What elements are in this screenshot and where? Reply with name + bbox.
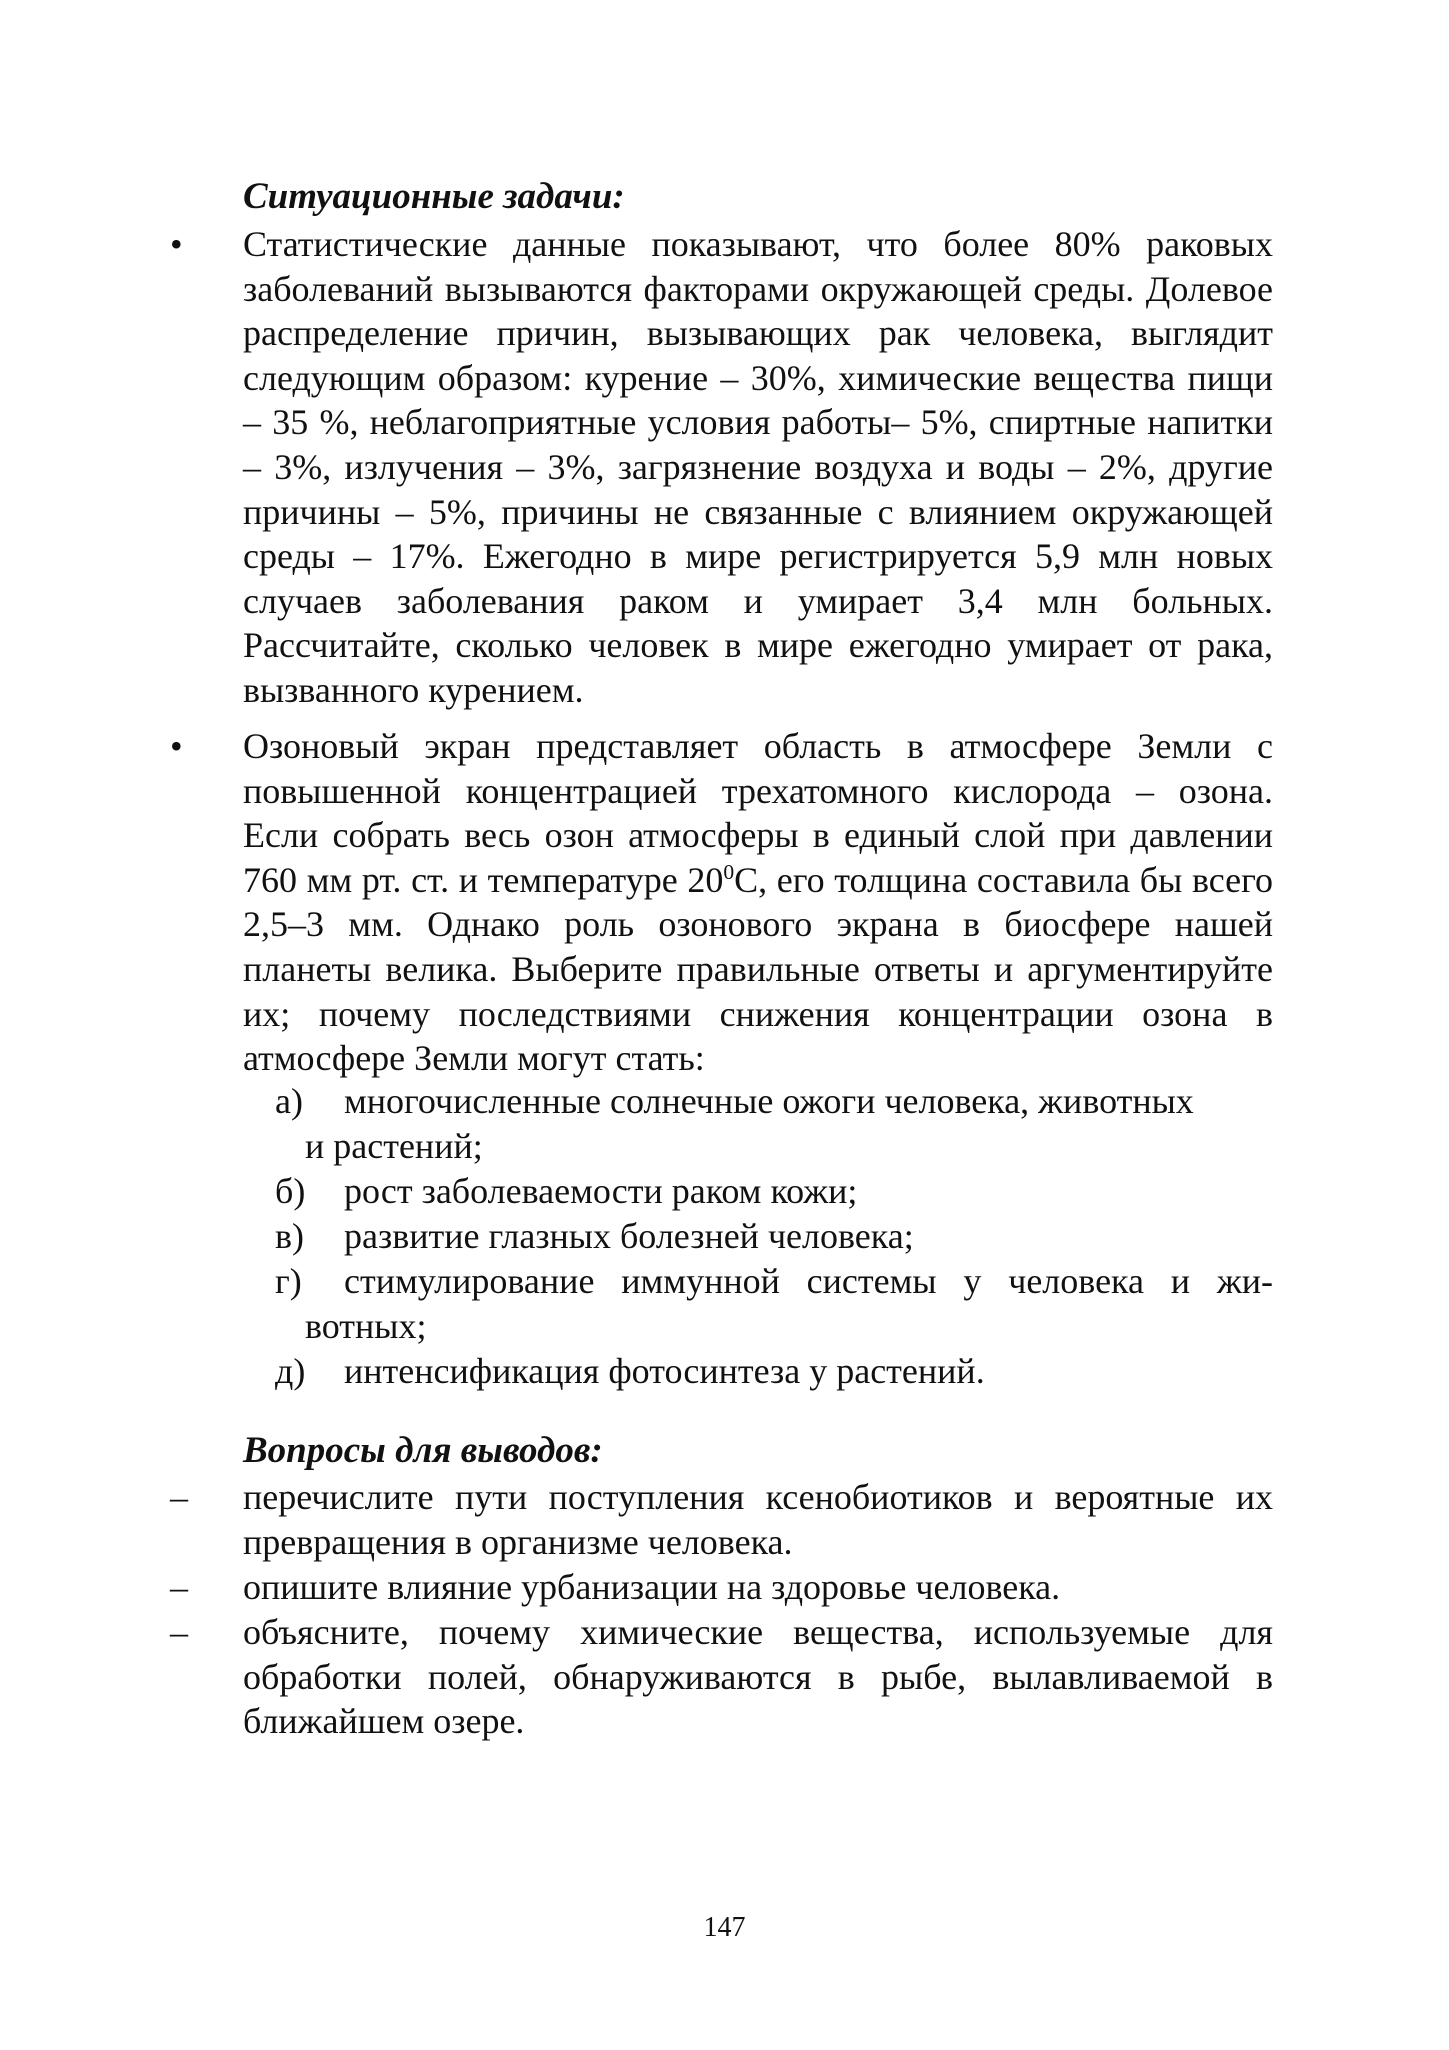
task-ozone-screen (243, 724, 1273, 1081)
option-text: развитие глазных болезней человека; (344, 1216, 914, 1256)
option-text: стимулирование иммунной системы у человека и жи- (344, 1261, 1273, 1301)
task-ozone-text-part2: С, его толщина составила бы всего 2,5–3 мм. Однако роль озонового экрана в биосфере нашей планеты велика. Выберите правильные ответы и аргументируйте их; почему последствиями снижения концентрации озона в атмосфере Земли могут стать: (243, 859, 1273, 1079)
option-letter: д) (275, 1351, 306, 1391)
dash-marker: – (170, 1612, 188, 1652)
dash-marker: – (170, 1567, 188, 1607)
option-text: интенсификация фотосинтеза у растений. (344, 1351, 985, 1391)
dash-marker: – (170, 1477, 188, 1517)
option-text-continued: вотных; (305, 1306, 427, 1346)
option-text: многочисленные солнечные ожоги человека, животных (344, 1081, 1194, 1121)
option-text-continued: и растений; (305, 1126, 483, 1166)
bullet-marker: • (170, 726, 183, 766)
option-letter: б) (275, 1171, 306, 1211)
option-letter: г) (275, 1261, 302, 1301)
option-letter: в) (275, 1216, 304, 1256)
conclusion-questions-heading: Вопросы для выводов: (243, 1430, 603, 1471)
bullet-marker: • (170, 224, 183, 264)
page-number: 147 (703, 1912, 746, 1943)
situational-tasks-heading: Ситуационные задачи: (243, 176, 625, 217)
question-item: опишите влияние урбанизации на здоровье человека. (243, 1567, 1061, 1607)
question-item: объясните, почему химические вещества, используемые для обработки полей, обнаруживаются в рыбе, вылавливаемой в ближайшем озере. (243, 1612, 1273, 1742)
temperature-degree-superscript: 0 (723, 859, 735, 884)
option-letter: а) (275, 1081, 303, 1121)
task-ozone-text-part1: Озоновый экран представляет область в атмосфере Земли с повышенной концентрацией трехатомного кислорода – озона. Если собрать весь озон атмосферы в единый слой при давлении 760 мм рт. ст. и температуре 20 (243, 726, 1273, 900)
option-text: рост заболеваемости раком кожи; (344, 1171, 858, 1211)
task-cancer-statistics: Статистические данные показывают, что более 80% раковых заболеваний вызываются факторами окружающей среды. Долевое распределение причин, вызывающих рак человека, выглядит следующим образом: курение – 30%, химические вещества пищи – 35 %, неблагоприятные условия работы– 5%, спиртные напитки – 3%, излучения – 3%, загрязнение воздуха и воды – 2%, другие причины – 5%, причины не связанные с влиянием окружающей среды – 17%. Ежегодно в мире регистрируется 5,9 млн новых случаев заболевания раком и умирает 3,4 млн больных. Рассчитайте, сколько человек в мире ежегодно умирает от рака, вызванного курением. (243, 224, 1273, 710)
question-item: перечислите пути поступления ксенобиотиков и вероятные их превращения в организме человека. (243, 1477, 1273, 1562)
